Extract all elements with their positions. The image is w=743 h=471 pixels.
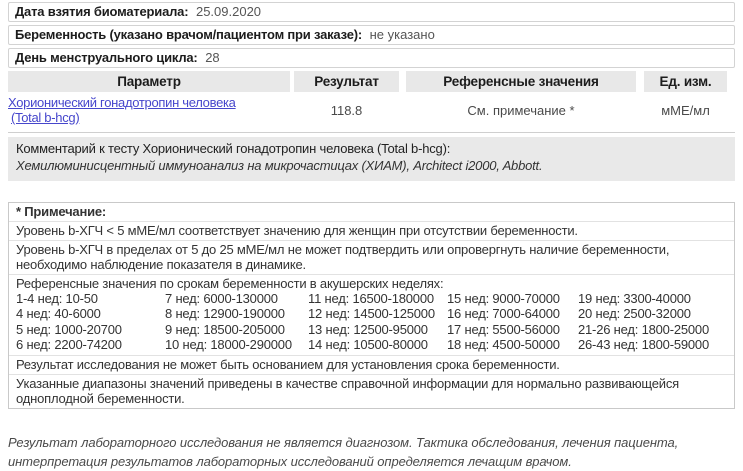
header-result: Результат: [294, 71, 399, 92]
range-item: 13 нед: 12500-95000: [308, 321, 428, 337]
note-title: * Примечание:: [16, 203, 107, 219]
info-row-pregnancy: [8, 25, 735, 45]
parameter-name-line1: Хорионический гонадотропин человека: [8, 95, 236, 110]
range-item: 1-4 нед: 10-50: [16, 290, 98, 306]
range-item: 19 нед: 3300-40000: [578, 290, 691, 306]
table-row-hcg: [8, 92, 735, 133]
range-item: 10 нед: 18000-290000: [165, 337, 292, 353]
header-reference: Референсные значения: [406, 71, 636, 92]
test-comment-box: [8, 137, 735, 181]
note-rule-reference-info: Указанные диапазоны значений приведены в качестве справочной информации для нормально развивающейся одноплодной беременности.: [9, 374, 734, 408]
note-rule-no-pregnancy: Уровень b-ХГЧ < 5 мМЕ/мл соответствует значению для женщин при отсутствии беременности.: [9, 221, 734, 240]
range-item: 15 нед: 9000-70000: [447, 290, 560, 306]
parameter-link[interactable]: [8, 96, 236, 126]
range-item: 14 нед: 10500-80000: [308, 337, 428, 353]
note-box: [8, 202, 735, 409]
pregnancy-value: не указано: [369, 27, 435, 42]
range-item: 12 нед: 14500-125000: [308, 306, 435, 322]
range-item: 5 нед: 1000-20700: [16, 321, 122, 337]
results-table-header: [8, 71, 735, 92]
units-value: мМЕ/мл: [661, 103, 710, 119]
info-row-cycle-day: [8, 48, 735, 68]
parameter-name-line2: (Total b-hcg): [11, 109, 80, 125]
range-item: 26-43 нед: 1800-59000: [578, 337, 709, 353]
test-comment-method: Хемилюминисцентный иммуноанализ на микрочастицах (ХИАМ), Architect i2000, Abbott.: [16, 157, 543, 173]
note-rule-indeterminate: Уровень b-ХГЧ в пределах от 5 до 25 мМЕ/мл не может подтвердить или опровергнуть наличие беременности, необходимо наблюдение показателя в динамике.: [9, 240, 734, 274]
cycle-day-value: 28: [205, 50, 220, 65]
result-value: 118.8: [330, 103, 363, 119]
range-item: 20 нед: 2500-32000: [578, 306, 691, 322]
range-item: 17 нед: 5500-56000: [447, 321, 560, 337]
range-item: 18 нед: 4500-50000: [447, 337, 560, 353]
range-item: 16 нед: 7000-64000: [447, 306, 560, 322]
range-item: 8 нед: 12900-190000: [165, 306, 285, 322]
range-item: 7 нед: 6000-130000: [165, 290, 278, 306]
biomaterial-date-label: Дата взятия биоматериала:: [15, 4, 189, 19]
range-item: 9 нед: 18500-205000: [165, 321, 285, 337]
range-item: 11 нед: 16500-180000: [308, 290, 434, 306]
pregnancy-label: Беременность (указано врачом/пациентом при заказе):: [15, 27, 362, 42]
ranges-title: Референсные значения по срокам беременности в акушерских неделях:: [16, 275, 444, 291]
lab-disclaimer: Результат лабораторного исследования не является диагнозом. Тактика обследования, лечения пациента, интерпретация результатов лабораторных исследований определяется лечащим врачом.: [8, 434, 679, 469]
cycle-day-label: День менструального цикла:: [15, 50, 198, 65]
reference-value: См. примечание *: [467, 103, 575, 119]
biomaterial-date-value: 25.09.2020: [195, 4, 262, 19]
parameter-cell: [8, 96, 290, 126]
header-units: Ед. изм.: [644, 71, 727, 92]
note-reference-ranges: [9, 274, 734, 355]
range-item: 21-26 нед: 1800-25000: [578, 321, 709, 337]
range-item: 6 нед: 2200-74200: [16, 337, 122, 353]
range-item: 4 нед: 40-6000: [16, 306, 101, 322]
info-row-biomaterial-date: [8, 2, 735, 22]
ranges-grid: [16, 291, 727, 353]
note-rule-no-dating: Результат исследования не может быть основанием для установления срока беременности.: [9, 355, 734, 374]
header-parameter: Параметр: [8, 71, 290, 92]
test-comment-title: Комментарий к тесту Хорионический гонадотропин человека (Total b-hcg):: [16, 140, 451, 156]
